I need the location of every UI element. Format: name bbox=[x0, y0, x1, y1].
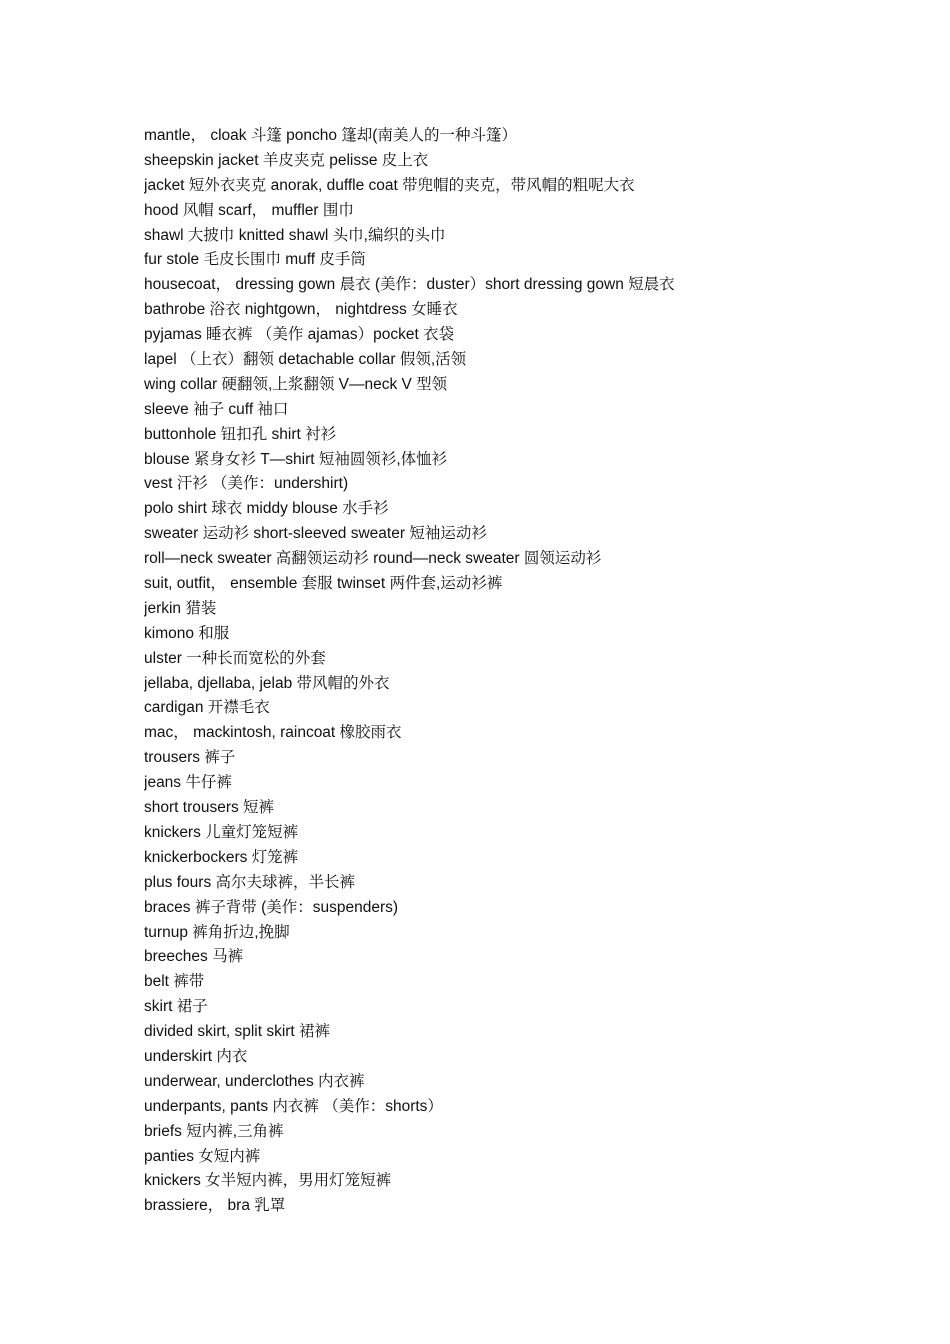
vocabulary-line: underpants, pants 内衣裤 （美作：shorts） bbox=[144, 1097, 443, 1115]
vocabulary-list bbox=[144, 124, 904, 1219]
vocabulary-line: sweater 运动衫 short-sleeved sweater 短袖运动衫 bbox=[144, 525, 487, 543]
vocabulary-line: bathrobe 浴衣 nightgown， nightdress 女睡衣 bbox=[144, 301, 458, 319]
vocabulary-line: sheepskin jacket 羊皮夹克 pelisse 皮上衣 bbox=[144, 151, 429, 169]
vocabulary-line: cardigan 开襟毛衣 bbox=[144, 699, 270, 717]
vocabulary-line: knickerbockers 灯笼裤 bbox=[144, 848, 299, 866]
vocabulary-line: knickers 女半短内裤，男用灯笼短裤 bbox=[144, 1172, 392, 1190]
vocabulary-line: knickers 儿童灯笼短裤 bbox=[144, 823, 299, 841]
vocabulary-line: roll—neck sweater 高翻领运动衫 round—neck sweater 圆领运动衫 bbox=[144, 550, 602, 568]
vocabulary-line: polo shirt 球衣 middy blouse 水手衫 bbox=[144, 500, 389, 518]
vocabulary-line: brassiere， bra 乳罩 bbox=[144, 1197, 286, 1215]
vocabulary-line: hood 风帽 scarf， muffler 围巾 bbox=[144, 201, 354, 219]
vocabulary-line: underskirt 内衣 bbox=[144, 1047, 248, 1065]
vocabulary-line: vest 汗衫 （美作：undershirt) bbox=[144, 475, 349, 493]
vocabulary-line: belt 裤带 bbox=[144, 973, 205, 991]
vocabulary-line: trousers 裤子 bbox=[144, 749, 236, 767]
vocabulary-line: ulster 一种长而宽松的外套 bbox=[144, 649, 326, 667]
vocabulary-line: shawl 大披巾 knitted shawl 头巾,编织的头巾 bbox=[144, 226, 446, 244]
vocabulary-line: jellaba, djellaba, jelab 带风帽的外衣 bbox=[144, 674, 390, 692]
vocabulary-line: braces 裤子背带 (美作：suspenders) bbox=[144, 898, 399, 916]
vocabulary-line: wing collar 硬翻领,上浆翻领 V—neck V 型领 bbox=[144, 375, 448, 393]
vocabulary-line: turnup 裤角折边,挽脚 bbox=[144, 923, 290, 941]
vocabulary-line: skirt 裙子 bbox=[144, 998, 208, 1016]
vocabulary-line: breeches 马裤 bbox=[144, 948, 244, 966]
vocabulary-line: fur stole 毛皮长围巾 muff 皮手筒 bbox=[144, 251, 366, 269]
vocabulary-line: housecoat， dressing gown 晨衣 (美作：duster）short dressing gown 短晨衣 bbox=[144, 276, 675, 294]
vocabulary-line: blouse 紧身女衫 T—shirt 短袖圆领衫,体恤衫 bbox=[144, 450, 448, 468]
vocabulary-line: mantle， cloak 斗篷 poncho 篷却(南美人的一种斗篷） bbox=[144, 127, 517, 144]
vocabulary-line: panties 女短内裤 bbox=[144, 1147, 261, 1165]
vocabulary-line: lapel （上衣）翻领 detachable collar 假领,活领 bbox=[144, 351, 467, 369]
vocabulary-line: divided skirt, split skirt 裙裤 bbox=[144, 1023, 331, 1041]
vocabulary-line: plus fours 高尔夫球裤，半长裤 bbox=[144, 873, 356, 891]
vocabulary-line: mac， mackintosh, raincoat 橡胶雨衣 bbox=[144, 724, 402, 742]
vocabulary-line: briefs 短内裤,三角裤 bbox=[144, 1122, 284, 1140]
vocabulary-line: buttonhole 钮扣孔 shirt 衬衫 bbox=[144, 425, 337, 443]
vocabulary-line: sleeve 袖子 cuff 袖口 bbox=[144, 400, 289, 418]
vocabulary-line: suit, outfit， ensemble 套服 twinset 两件套,运动衫裤 bbox=[144, 575, 503, 593]
vocabulary-line: jeans 牛仔裤 bbox=[144, 774, 232, 792]
vocabulary-line: jerkin 猎装 bbox=[144, 599, 217, 617]
vocabulary-line: jacket 短外衣夹克 anorak, duffle coat 带兜帽的夹克，带风帽的粗呢大衣 bbox=[144, 176, 635, 194]
vocabulary-line: underwear, underclothes 内衣裤 bbox=[144, 1072, 365, 1090]
vocabulary-line: short trousers 短裤 bbox=[144, 799, 275, 817]
vocabulary-line: pyjamas 睡衣裤 （美作 ajamas）pocket 衣袋 bbox=[144, 326, 455, 344]
vocabulary-line: kimono 和服 bbox=[144, 624, 230, 642]
